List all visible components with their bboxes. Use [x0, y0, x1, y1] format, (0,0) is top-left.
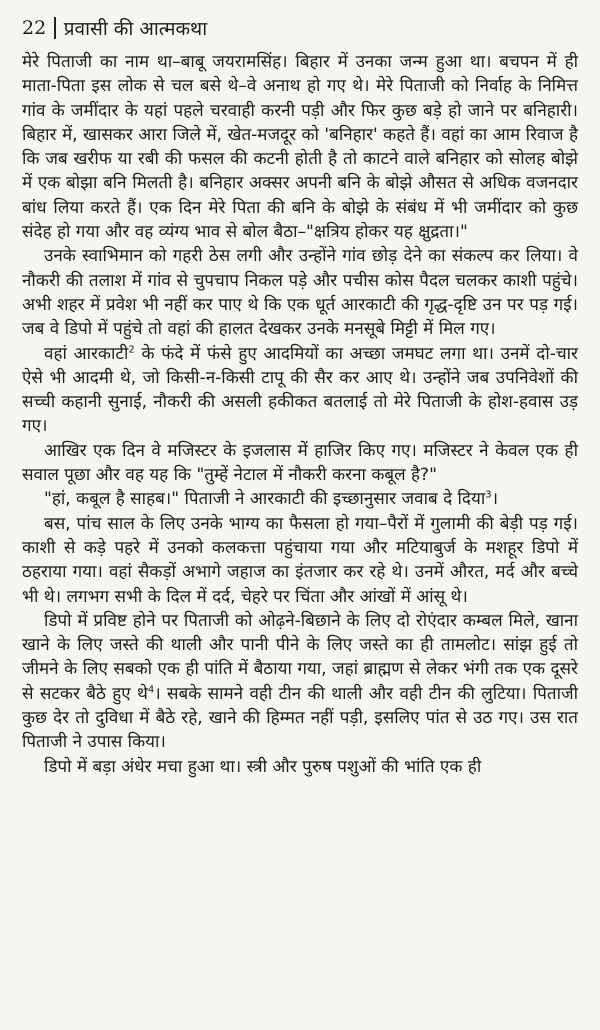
header-divider — [54, 17, 56, 39]
paragraph: मेरे पिताजी का नाम था–बाबू जयरामसिंह। बिहार में उनका जन्म हुआ था। बचपन में ही माता-पिता इस लोक से चल बसे थे–वे अनाथ हो गए थे। मेरे पिताजी को निर्वाह के निमित्त गांव के जमींदार के यहां पहले चरवाही करनी पड़ी और फिर कुछ बड़े हो जाने पर बनिहारी। बिहार में, खासकर आरा जिले में, खेत-मजदूर को 'बनिहार' कहते हैं। वहां का आम रिवाज है कि जब खरीफ या रबी की फसल की कटनी होती है तो काटने वाले बनिहार को सोलह बोझे में एक बोझा बनि मिलती है। बनिहार अक्सर अपनी बनि के बोझे औसत से अधिक वजनदार बांध लिया करते हैं। एक दिन मेरे पिता की बनि के बोझे के संबंध में भी जमींदार को कुछ संदेह हो गया और वह व्यंग्य भाव से बोल बैठा–"क्षत्रिय होकर यह क्षुद्रता।" — [22, 52, 578, 243]
paragraph: डिपो में बड़ा अंधेर मचा हुआ था। स्त्री और पुरुष पशुओं की भांति एक ही — [44, 756, 482, 777]
paragraph: उनके स्वाभिमान को गहरी ठेस लगी और उन्होंने गांव छोड़ देने का संकल्प कर लिया। वे नौकरी की तलाश में गांव से चुपचाप निकल पड़े और पचीस कोस पैदल चलकर काशी पहुंचे। अभी शहर में प्रवेश भी नहीं कर पाए थे कि एक धूर्त आरकाटी की गृद्ध-दृष्टि उन पर पड़ गई। जब वे डिपो में पहुंचे तो वहां की हालत देखकर उनके मनसूबे मिट्टी में मिल गए। — [22, 246, 578, 340]
paragraph — [22, 342, 578, 439]
paragraph-text: वहां आरकाटी — [44, 343, 129, 364]
book-title: प्रवासी की आत्मकथा — [63, 18, 208, 40]
paragraph-text: । सबके सामने वही टीन की थाली और वही टीन की लुटिया। पिताजी कुछ देर तो दुविधा में बैठे रहे, खाने की हिम्मत नहीं पड़ी, इसलिए पांत से उठ गए। उस रात पिताजी ने उपास किया। — [22, 683, 578, 753]
paragraph: आखिर एक दिन वे मजिस्टर के इजलास में हाजिर किए गए। मजिस्टर ने केवल एक ही सवाल पूछा और वह यह कि "तुम्हें नेटाल में नौकरी करना कबूल है?" — [22, 440, 578, 486]
paragraph-text: । — [491, 489, 499, 510]
paragraph-text: के फंदे में फंसे हुए आदमियों का अच्छा जमघट लगा था। उनमें दो-चार ऐसे भी आदमी थे, जो किसी-न-किसी टापू की सैर कर आए थे। उन्होंने जब उपनिवेशों की सच्ची कहानी सुनाई, नौकरी की असली हकीकत बतलाई तो मेरे पिताजी के होश-हवास उड़ गए। — [22, 343, 579, 437]
page-number: 22 — [22, 17, 47, 39]
footnote-marker: 3 — [485, 489, 492, 501]
page-body — [22, 50, 578, 779]
footnote-marker: 2 — [128, 343, 135, 355]
footnote-marker: 4 — [147, 684, 155, 696]
page-header — [22, 12, 578, 44]
paragraph — [22, 487, 578, 511]
paragraph: बस, पांच साल के लिए उनके भाग्य का फैसला हो गया–पैरों में गुलामी की बेड़ी पड़ गई। काशी से कड़े पहरे में उनको कलकत्ता पहुंचाया गया और मटियाबुर्ज के मशहूर डिपो में ठहराया गया। वहां सैकड़ों अभागे जहाज का इंतजार कर रहे थे। उनमें औरत, मर्द और बच्चे भी थे। लगभग सभी के दिल में दर्द, चेहरे पर चिंता और आंखों में आंसू थे। — [22, 513, 578, 607]
paragraph-text: "हां, कबूल है साहब।" पिताजी ने आरकाटी की इच्छानुसार जवाब दे दिया — [44, 489, 486, 510]
paragraph — [22, 609, 578, 755]
paragraph-text: डिपो में प्रविष्ट होने पर पिताजी को ओढ़ने-बिछाने के लिए दो रोएंदार कम्बल मिले, खाना खाने के लिए जस्ते की थाली और पानी पीने के लिए जस्ते का ही तामलोट। सांझ हुई तो जीमने के लिए सबको एक ही पांति में बैठाया गया, जहां ब्राह्मण से लेकर भंगी तक एक दूसरे से सटकर बैठे हुए थे — [22, 610, 578, 704]
